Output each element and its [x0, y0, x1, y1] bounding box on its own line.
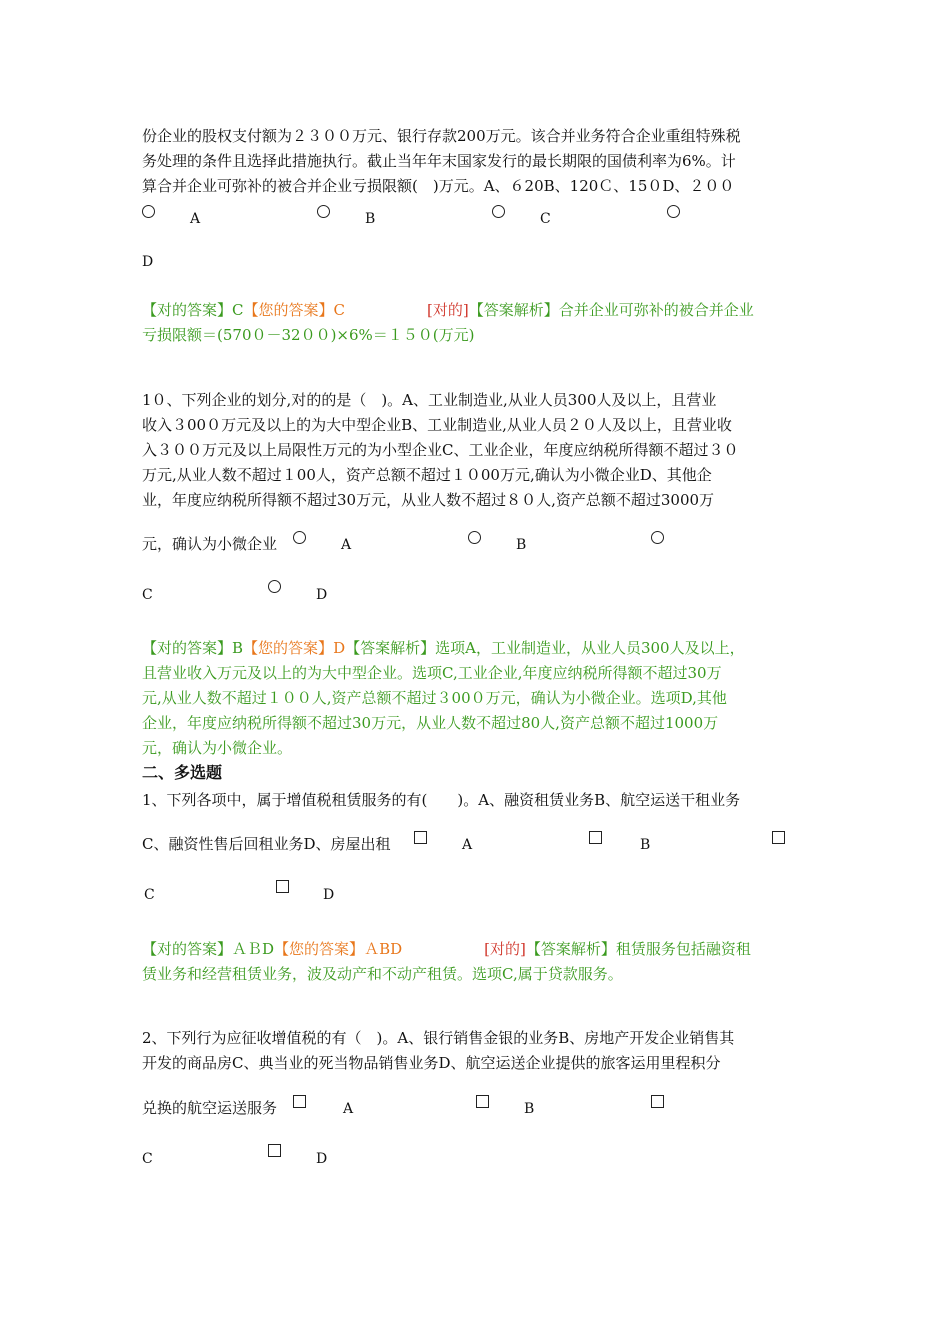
- correct-answer-label: 【对的答案】: [142, 301, 233, 319]
- q9-answer-line-1: [142, 300, 754, 320]
- q9-text-line-1: 份企业的股权支付额为２３００万元、银行存款200万元。该合并业务符合企业重组特殊税: [142, 127, 741, 145]
- q10-analysis-line-2: 且营业收入万元及以上的为大中型企业。选项C,工业企业,年度应纳税所得额不超过30万: [142, 664, 722, 682]
- correct-answer-value: B: [232, 639, 244, 657]
- section-heading-multiple-choice: 二、多选题: [142, 763, 223, 782]
- m2-text-line-1: 2、下列行为应征收增值税的有（ )。A、银行销售金银的业务B、房地产开发企业销售其: [142, 1029, 735, 1047]
- m1-option-a-checkbox[interactable]: [414, 831, 427, 844]
- q9-option-d-radio[interactable]: [667, 205, 680, 218]
- m2-text-line-3: 兑换的航空运送服务: [142, 1099, 278, 1117]
- analysis-label: 【答案解析】: [525, 940, 616, 958]
- q10-text-line-3: 入３００万元及以上局限性万元的为小型企业C、工业企业，年度应纳税所得额不超过３０: [142, 441, 739, 459]
- m1-text-line-2: C、融资性售后回租业务D、房屋出租: [142, 835, 391, 853]
- correct-answer-label: 【对的答案】: [142, 940, 233, 958]
- q10-text-line-5: 业，年度应纳税所得额不超过30万元，从业人数不超过８０人,资产总额不超过3000万: [142, 491, 715, 509]
- q10-option-d-radio[interactable]: [268, 580, 281, 593]
- q9-option-a-radio[interactable]: [142, 205, 155, 218]
- q9-text-line-3: 算合并企业可弥补的被合并企业亏损限额( )万元。A、６20B、120Ｃ、15０D、２００: [142, 177, 735, 195]
- your-answer-label: 【您的答案】: [243, 301, 334, 319]
- m2-option-a-checkbox[interactable]: [293, 1095, 306, 1108]
- q9-option-c-radio[interactable]: [492, 205, 505, 218]
- your-answer-value: ＡBD: [364, 940, 403, 958]
- your-answer-label: 【您的答案】: [274, 940, 365, 958]
- m1-text-line-1: 1、下列各项中，属于增值税租赁服务的有( )。A、融资租赁业务B、航空运送干租业务: [142, 791, 741, 809]
- m1-analysis-line-2: 赁业务和经营租赁业务，波及动产和不动产租赁。选项C,属于贷款服务。: [142, 965, 623, 983]
- m2-text-line-2: 开发的商品房C、典当业的死当物品销售业务D、航空运送企业提供的旅客运用里程积分: [142, 1054, 721, 1072]
- q9-analysis-line-2: 亏损限额＝(570０－32００)×6%＝１５０(万元): [142, 326, 475, 344]
- q10-option-c-radio[interactable]: [651, 531, 664, 544]
- answer-status: [对的]: [427, 301, 469, 319]
- analysis-text: 选项A，工业制造业，从业人员300人及以上，: [435, 639, 745, 657]
- m2-option-a-label: A: [343, 1101, 354, 1117]
- q10-option-a-radio[interactable]: [293, 531, 306, 544]
- q10-option-d-label: D: [316, 587, 328, 603]
- q9-option-c-label: C: [540, 211, 551, 227]
- q10-option-a-label: A: [341, 537, 352, 553]
- q10-answer-line-1: [142, 638, 745, 658]
- m1-answer-line-1: [142, 939, 751, 959]
- analysis-text: 租赁服务包括融资租: [615, 940, 751, 958]
- m2-option-c-label: C: [142, 1151, 153, 1167]
- your-answer-value: D: [333, 639, 346, 657]
- correct-answer-label: 【对的答案】: [142, 639, 233, 657]
- q10-analysis-line-3: 元,从业人数不超过１００人,资产总额不超过３00０万元，确认为小微企业。选项D,其他: [142, 689, 727, 707]
- m2-option-b-label: B: [524, 1101, 535, 1117]
- m1-option-b-checkbox[interactable]: [589, 831, 602, 844]
- m1-option-c-label: C: [144, 887, 155, 903]
- q10-text-line-6: 元，确认为小微企业: [142, 535, 278, 553]
- m2-option-d-checkbox[interactable]: [268, 1144, 281, 1157]
- q10-option-c-label: C: [142, 587, 153, 603]
- q10-analysis-line-5: 元，确认为小微企业。: [142, 739, 293, 757]
- q10-text-line-4: 万元,从业人数不超过１00人，资产总额不超过１０00万元,确认为小微企业D、其他企: [142, 466, 712, 484]
- q9-option-d-label: D: [142, 254, 154, 270]
- q10-text-line-1: 1０、下列企业的划分,对的的是（ )。A、工业制造业,从业人员300人及以上，且营业: [142, 391, 717, 409]
- answer-status: [对的]: [484, 940, 526, 958]
- analysis-label: 【答案解析】: [468, 301, 559, 319]
- correct-answer-value: C: [232, 301, 244, 319]
- q10-analysis-line-4: 企业，年度应纳税所得额不超过30万元，从业人数不超过80人,资产总额不超过1000万: [142, 714, 719, 732]
- q9-option-b-label: B: [365, 211, 376, 227]
- q9-option-a-label: A: [190, 211, 201, 227]
- q9-option-b-radio[interactable]: [317, 205, 330, 218]
- m1-option-a-label: A: [462, 837, 473, 853]
- m1-option-d-checkbox[interactable]: [276, 880, 289, 893]
- analysis-label: 【答案解析】: [345, 639, 436, 657]
- correct-answer-value: ＡＢD: [232, 940, 275, 958]
- m1-option-b-label: B: [640, 837, 651, 853]
- analysis-text: 合并企业可弥补的被合并企业: [558, 301, 754, 319]
- q10-option-b-label: B: [516, 537, 527, 553]
- your-answer-label: 【您的答案】: [243, 639, 334, 657]
- m2-option-c-checkbox[interactable]: [651, 1095, 664, 1108]
- q10-text-line-2: 收入３00０万元及以上的为大中型企业B、工业制造业,从业人员２０人及以上，且营业收: [142, 416, 732, 434]
- m2-option-b-checkbox[interactable]: [476, 1095, 489, 1108]
- m1-option-d-label: D: [323, 887, 335, 903]
- m1-option-c-checkbox[interactable]: [772, 831, 785, 844]
- m2-option-d-label: D: [316, 1151, 328, 1167]
- q10-option-b-radio[interactable]: [468, 531, 481, 544]
- your-answer-value: C: [333, 301, 345, 319]
- q9-text-line-2: 务处理的条件且选择此措施执行。截止当年年末国家发行的最长期限的国债利率为6%。计: [142, 152, 736, 170]
